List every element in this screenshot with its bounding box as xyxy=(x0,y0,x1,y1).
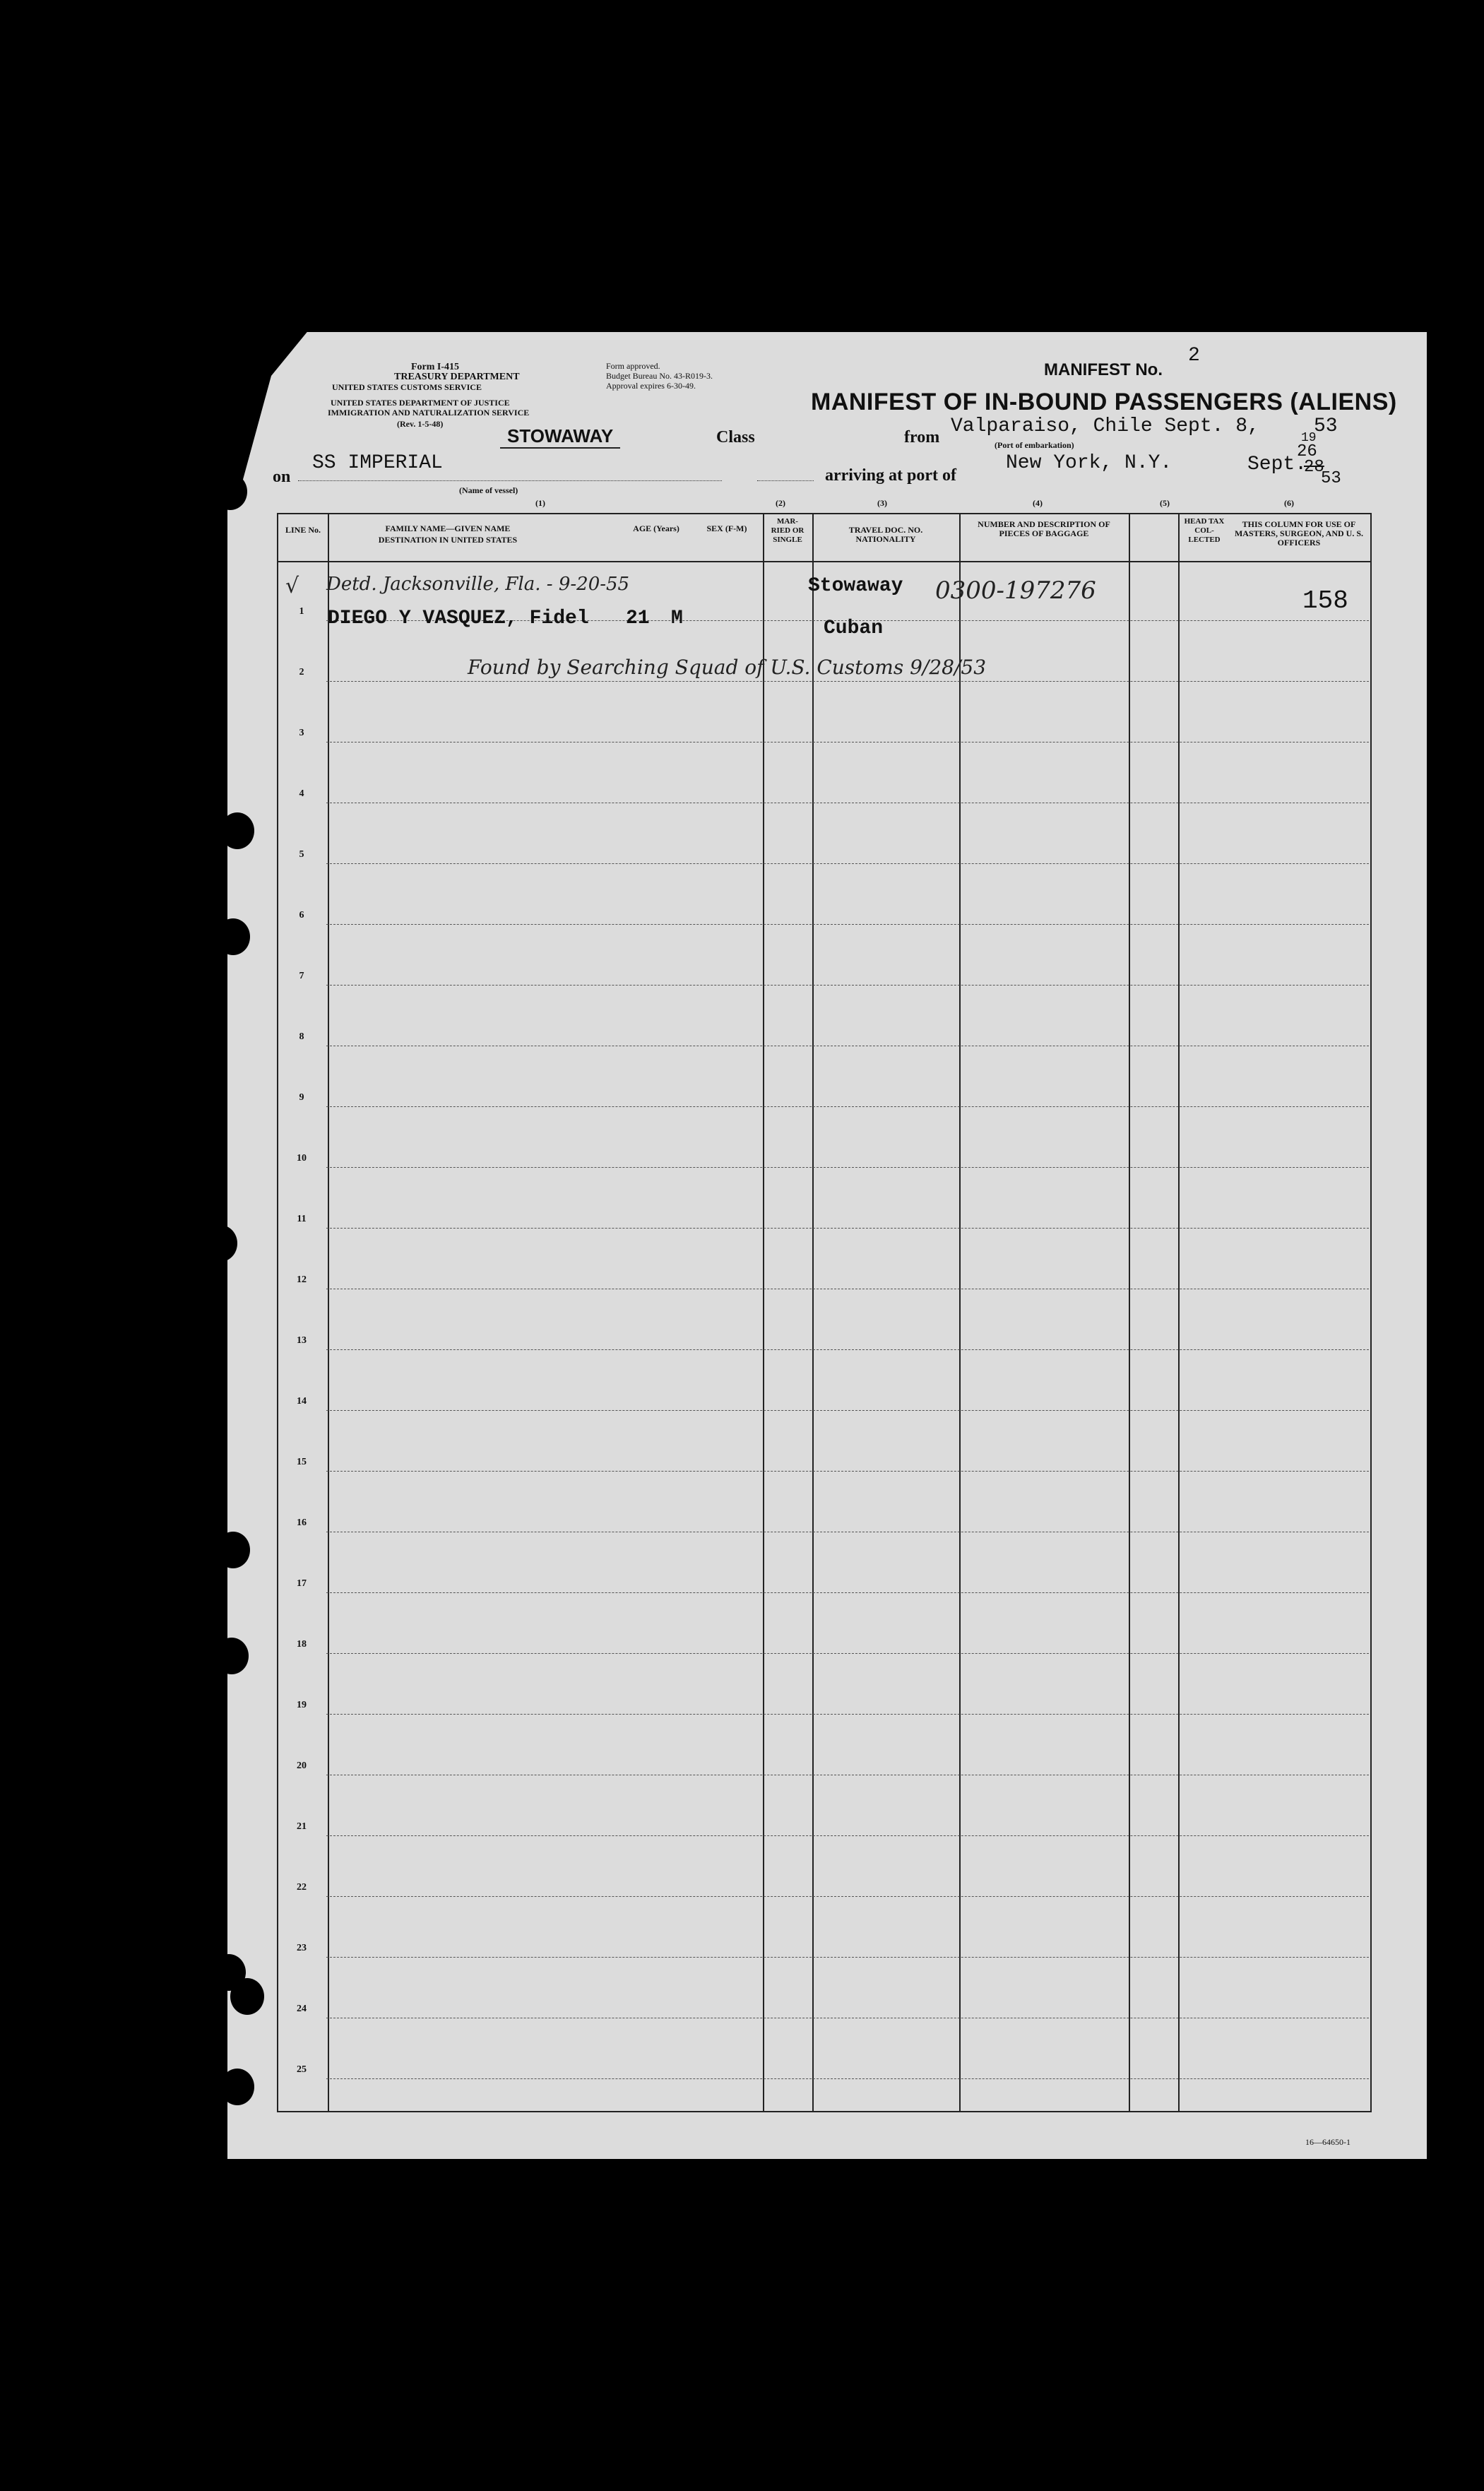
dept-treasury: TREASURY DEPARTMENT xyxy=(394,372,520,382)
arriving-underline xyxy=(757,480,814,481)
col-num-1: (1) xyxy=(535,498,545,508)
manifest-page xyxy=(227,332,1427,2159)
line-number: 17 xyxy=(297,1578,307,1589)
line-number: 13 xyxy=(297,1335,307,1346)
arriving-port: New York, N.Y. xyxy=(1006,452,1173,474)
manifest-number-value: 2 xyxy=(1188,345,1200,367)
line-number: 21 xyxy=(297,1821,307,1832)
header-line-no: LINE No. xyxy=(285,525,321,535)
passenger-name: DIEGO Y VASQUEZ, Fidel xyxy=(328,608,589,629)
row-rule xyxy=(326,1167,1369,1168)
line-number: 19 xyxy=(297,1700,307,1710)
line-number: 24 xyxy=(297,2004,307,2014)
line-number: 1 xyxy=(299,606,304,617)
line-number: 15 xyxy=(297,1457,307,1467)
header-baggage: NUMBER AND DESCRIPTION OF PIECES OF BAGGAGE xyxy=(978,519,1110,538)
arriving-label: arriving at port of xyxy=(825,466,956,485)
line-number: 14 xyxy=(297,1396,307,1407)
col-divider xyxy=(812,514,814,2111)
dept-justice: UNITED STATES DEPARTMENT OF JUSTICE xyxy=(331,398,510,408)
line-number: 11 xyxy=(297,1214,307,1224)
class-label: Class xyxy=(716,428,755,446)
line-number: 5 xyxy=(299,849,304,860)
line-number: 22 xyxy=(297,1882,307,1893)
line-number: 8 xyxy=(299,1031,304,1042)
row-rule xyxy=(326,681,1369,682)
approval-line-3: Approval expires 6-30-49. xyxy=(606,381,696,391)
line-number: 10 xyxy=(297,1153,307,1164)
approval-line-1: Form approved. xyxy=(606,361,660,371)
row-rule xyxy=(326,1471,1369,1472)
class-value: STOWAWAY xyxy=(500,425,620,449)
from-value: Valparaiso, Chile Sept. 8, xyxy=(951,415,1259,437)
line-number: 3 xyxy=(299,728,304,738)
passenger-table xyxy=(277,513,1372,2112)
vessel-value: SS IMPERIAL xyxy=(312,452,443,474)
col-divider xyxy=(763,514,764,2111)
form-number: Form I-415 xyxy=(411,362,460,372)
row-rule xyxy=(326,1714,1369,1715)
line-number: 16 xyxy=(297,1517,307,1528)
punch-hole xyxy=(230,1978,264,2015)
row-rule xyxy=(326,1349,1369,1350)
arrival-month: Sept. xyxy=(1247,454,1307,475)
header-sex: SEX (F-M) xyxy=(706,523,747,533)
arrival-year: 53 xyxy=(1321,469,1341,488)
row-rule xyxy=(326,1592,1369,1593)
row-rule xyxy=(326,1106,1369,1107)
col-num-3: (3) xyxy=(877,498,887,508)
on-label: on xyxy=(273,468,291,486)
from-year-prefix: 19 xyxy=(1301,431,1317,445)
line-number: 25 xyxy=(297,2064,307,2075)
vessel-label: (Name of vessel) xyxy=(459,485,518,495)
row-rule xyxy=(326,1957,1369,1958)
punch-hole xyxy=(220,812,254,849)
row-rule xyxy=(326,1653,1369,1654)
officer-number: 158 xyxy=(1302,586,1348,615)
row-rule xyxy=(326,1228,1369,1229)
row-rule xyxy=(326,924,1369,925)
col-num-2: (2) xyxy=(776,498,785,508)
line-number: 9 xyxy=(299,1092,304,1103)
header-divider xyxy=(278,561,1370,562)
row-rule xyxy=(326,1896,1369,1897)
handwritten-baggage-number: 0300-197276 xyxy=(935,576,1096,605)
handwritten-found-note: Found by Searching Squad of U.S. Customs 9/28/53 xyxy=(468,656,987,679)
header-travel-doc: TRAVEL DOC. NO. NATIONALITY xyxy=(848,525,923,544)
header-age: AGE (Years) xyxy=(633,523,679,533)
arrival-day: 26 xyxy=(1297,442,1317,461)
col-num-6: (6) xyxy=(1284,498,1294,508)
passenger-sex: M xyxy=(671,608,683,629)
from-label: from xyxy=(904,428,940,446)
line-number: 7 xyxy=(299,971,304,981)
handwritten-checkmark: √ xyxy=(285,574,299,598)
header-destination: DESTINATION IN UNITED STATES xyxy=(378,535,518,545)
nationality-value: Cuban xyxy=(824,617,884,639)
row-rule xyxy=(326,863,1369,864)
row-rule xyxy=(326,985,1369,986)
revision: (Rev. 1-5-48) xyxy=(397,419,444,429)
header-family-name: FAMILY NAME—GIVEN NAME xyxy=(385,523,511,533)
line-number: 23 xyxy=(297,1943,307,1953)
col-num-5: (5) xyxy=(1160,498,1170,508)
line-number: 12 xyxy=(297,1274,307,1285)
col-num-4: (4) xyxy=(1033,498,1043,508)
header-officers: THIS COLUMN FOR USE OF MASTERS, SURGEON, AND U. S. OFFICERS xyxy=(1234,519,1364,548)
header-head-tax: HEAD TAX COL- LECTED xyxy=(1184,517,1225,544)
col-divider xyxy=(1178,514,1180,2111)
line-number: 20 xyxy=(297,1761,307,1771)
travel-doc-value: Stowaway xyxy=(808,575,903,597)
dept-treasury-sub: UNITED STATES CUSTOMS SERVICE xyxy=(332,382,482,392)
line-number: 6 xyxy=(299,910,304,921)
punch-hole xyxy=(215,1638,249,1674)
manifest-number-label: MANIFEST No. xyxy=(1044,360,1163,379)
dept-justice-sub: IMMIGRATION AND NATURALIZATION SERVICE xyxy=(328,408,530,418)
col-divider xyxy=(328,514,329,2111)
from-year: 53 xyxy=(1314,415,1338,437)
punch-hole xyxy=(203,1225,237,1262)
port-embark-label: (Port of embarkation) xyxy=(995,440,1074,450)
punch-hole xyxy=(216,1532,250,1568)
approval-line-2: Budget Bureau No. 43-R019-3. xyxy=(606,371,713,381)
vessel-underline xyxy=(298,480,722,481)
row-rule xyxy=(326,1410,1369,1411)
line-number: 4 xyxy=(299,788,304,799)
manifest-title: MANIFEST OF IN-BOUND PASSENGERS (ALIENS) xyxy=(811,389,1397,415)
line-number: 18 xyxy=(297,1639,307,1650)
passenger-age: 21 xyxy=(626,608,650,629)
punch-hole xyxy=(216,918,250,955)
punch-hole xyxy=(220,2069,254,2105)
row-rule xyxy=(326,2078,1369,2079)
header-married: MAR- RIED OR SINGLE xyxy=(771,517,805,544)
row-rule xyxy=(326,1835,1369,1836)
handwritten-detention-note: Detd. Jacksonville, Fla. - 9-20-55 xyxy=(326,574,630,595)
col-divider xyxy=(1129,514,1130,2111)
arrival-day-struck: 28 xyxy=(1304,458,1324,477)
punch-hole xyxy=(191,495,225,531)
line-number: 2 xyxy=(299,667,304,678)
print-code: 16—64650-1 xyxy=(1305,2137,1351,2147)
col-divider xyxy=(959,514,961,2111)
